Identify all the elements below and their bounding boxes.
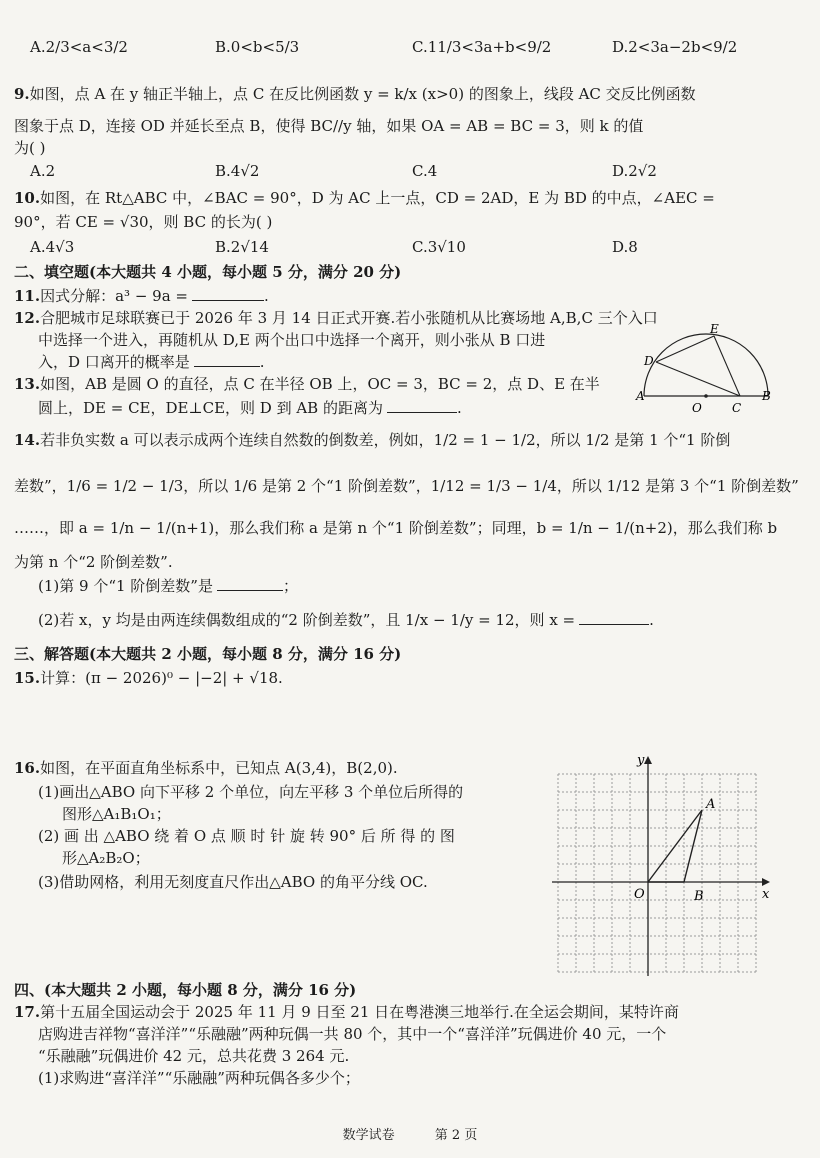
q12-line2: 中选择一个进入，再随机从 D,E 两个出口中选择一个离开，则小张从 B 口进 <box>38 331 546 349</box>
q8-option-b: B.0<b<5/3 <box>215 38 300 56</box>
q14-line1: 14.若非负实数 a 可以表示成两个连续自然数的倒数差，例如，1/2 = 1 − 1/2，所以 1/2 是第 1 个“1 阶倒 <box>14 431 731 449</box>
q9-option-a: A.2 <box>30 162 56 180</box>
footer-page-number: 第 2 页 <box>434 1128 478 1143</box>
section-3-heading: 三、解答题(本大题共 2 小题，每小题 8 分，满分 16 分) <box>14 645 402 663</box>
q16-sub1a: (1)画出△ABO 向下平移 2 个单位，向左平移 3 个单位后所得的 <box>38 783 464 801</box>
q13-label-d: D <box>644 354 654 368</box>
q13-label-b: B <box>762 389 771 403</box>
q14-sub1: (1)第 9 个“1 阶倒差数”是 ； <box>38 577 298 595</box>
q10-line2: 90°，若 CE = √30，则 BC 的长为( ) <box>14 213 273 231</box>
q16-sub1b: 图形△A₁B₁O₁； <box>62 805 171 823</box>
q14-sub2-answer-blank[interactable] <box>579 610 649 625</box>
q9-option-c: C.4 <box>412 162 438 180</box>
q10-option-a: A.4√3 <box>30 238 75 256</box>
q12-line1: 12.合肥城市足球联赛已于 2026 年 3 月 14 日正式开赛.若小张随机从比赛场地 A,B,C 三个入口 <box>14 309 658 327</box>
q16-label-y: y <box>637 753 645 768</box>
q16-line1: 16.如图，在平面直角坐标系中，已知点 A(3,4)，B(2,0). <box>14 759 398 777</box>
q11: 11.因式分解：a³ − 9a = . <box>14 287 269 305</box>
q10-option-d: D.8 <box>612 238 638 256</box>
q8-option-a: A.2/3<a<3/2 <box>30 38 128 56</box>
q12-answer-blank[interactable] <box>194 352 260 367</box>
q13-line1: 13.如图，AB 是圆 O 的直径，点 C 在半径 OB 上，OC = 3，BC = 2，点 D、E 在半 <box>14 375 600 393</box>
q13-label-a: A <box>636 389 645 403</box>
q14-sub2: (2)若 x，y 均是由两连续偶数组成的“2 阶倒差数”，且 1/x − 1/y = 12，则 x = . <box>38 611 654 629</box>
q9-line1: 9.如图，点 A 在 y 轴正半轴上，点 C 在反比例函数 y = k/x (x>0) 的图象上，线段 AC 交反比例函数 <box>14 85 696 103</box>
q10-option-b: B.2√14 <box>215 238 269 256</box>
q9-line3: 为( ) <box>14 139 46 157</box>
q13-semicircle-figure <box>636 322 786 415</box>
q17-sub1: (1)求购进“喜洋洋”“乐融融”两种玩偶各多少个； <box>38 1069 360 1087</box>
q15: 15.计算：(π − 2026)⁰ − |−2| + √18. <box>14 669 283 687</box>
q16-sub3: (3)借助网格，利用无刻度直尺作出△ABO 的角平分线 OC. <box>38 873 428 891</box>
q16-label-b: B <box>694 889 704 904</box>
q8-option-c: C.11/3<3a+b<9/2 <box>412 38 552 56</box>
q9-option-d: D.2√2 <box>612 162 657 180</box>
q14-line4: 为第 n 个“2 阶倒差数”. <box>14 553 173 571</box>
q14-line3: ……，即 a = 1/n − 1/(n+1)，那么我们称 a 是第 n 个“1 阶倒差数”；同理，b = 1/n − 1/(n+2)，那么我们称 b <box>14 519 778 537</box>
q9-line2: 图象于点 D，连接 OD 并延长至点 B，使得 BC//y 轴，如果 OA = AB = BC = 3，则 k 的值 <box>14 117 644 135</box>
q13-line2: 圆上，DE = CE，DE⊥CE，则 D 到 AB 的距离为 . <box>38 399 462 417</box>
section-2-heading: 二、填空题(本大题共 4 小题，每小题 5 分，满分 20 分) <box>14 263 402 281</box>
q16-sub2a: (2) 画 出 △ABO 绕 着 O 点 顺 时 针 旋 转 90° 后 所 得 的 图 <box>38 827 455 845</box>
q11-answer-blank[interactable] <box>192 286 264 301</box>
q16-coordinate-grid-figure <box>548 752 778 977</box>
q13-label-c: C <box>732 401 742 415</box>
q14-line2: 差数”，1/6 = 1/2 − 1/3，所以 1/6 是第 2 个“1 阶倒差数”，1/12 = 1/3 − 1/4，所以 1/12 是第 3 个“1 阶倒差数” <box>14 477 799 495</box>
q13-answer-blank[interactable] <box>387 398 457 413</box>
q16-sub2b: 形△A₂B₂O； <box>62 849 150 867</box>
q14-sub1-answer-blank[interactable] <box>217 576 283 591</box>
q13-label-e: E <box>710 322 719 336</box>
q9-option-b: B.4√2 <box>215 162 260 180</box>
q17-line2: 店购进吉祥物“喜洋洋”“乐融融”两种玩偶一共 80 个，其中一个“喜洋洋”玩偶进价 40 元，一个 <box>38 1025 667 1043</box>
footer-subject: 数学试卷 <box>342 1128 395 1143</box>
q17-line3: “乐融融”玩偶进价 42 元，总共花费 3 264 元. <box>38 1047 350 1065</box>
section-4-heading: 四、(本大题共 2 小题，每小题 8 分，满分 16 分) <box>14 981 357 999</box>
q8-option-d: D.2<3a−2b<9/2 <box>612 38 738 56</box>
q10-option-c: C.3√10 <box>412 238 466 256</box>
page-footer <box>0 1124 820 1143</box>
q16-label-a: A <box>706 797 716 812</box>
q16-label-x: x <box>762 887 770 902</box>
q10-line1: 10.如图，在 Rt△ABC 中，∠BAC = 90°，D 为 AC 上一点，CD = 2AD，E 为 BD 的中点，∠AEC = <box>14 189 715 207</box>
q12-line3: 入，D 口离开的概率是 . <box>38 353 265 371</box>
q16-label-o: O <box>634 887 645 902</box>
q13-label-o: O <box>692 401 702 415</box>
q17-line1: 17.第十五届全国运动会于 2025 年 11 月 9 日至 21 日在粤港澳三地举行.在全运会期间，某特许商 <box>14 1003 679 1021</box>
